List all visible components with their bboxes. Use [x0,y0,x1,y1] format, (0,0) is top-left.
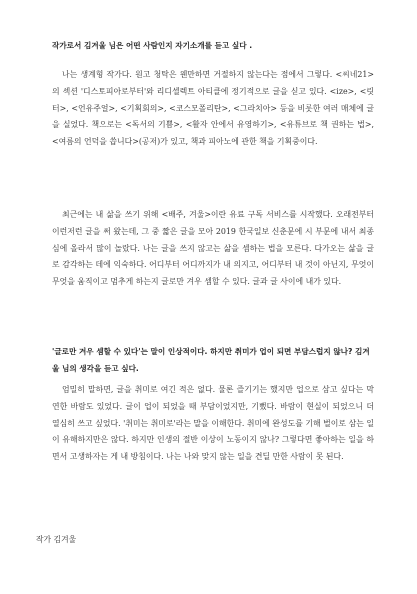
question-1: 작가로서 김겨울 님은 어떤 사람인지 자기소개를 듣고 싶다 . [52,41,253,50]
answer-2-paragraph-1: 엄밀히 말하면, 글을 취미로 여긴 적은 없다. 물론 즐기기는 했지만 업으로 삼고 싶다는 막연한 바람도 있었다. 글이 업이 되었을 때 부담이었지만, 기뻤다. 바람이 현실이 되었으니 더 열심히 쓰고 싶었다. '취미는 취미로'라는 말을 이해한다. 취미에 완성도를 기해 벌이로 삼는 일이 유해하지만은 않다. 하지만 인생의 절반 이상이 노동이지 않나? 그렇다면 좋아하는 일을 하면서 고생하자는 게 내 방침이다. 나는 나와 맞지 않는 일을 견딜 만한 사람이 못 된다. [52,385,374,462]
answer-1-paragraph-2: 최근에는 내 삶을 쓰기 위해 <배주, 겨울>이란 유료 구독 서비스를 시작했다. 오래전부터 이런저런 글을 써 왔는데, 그 중 짧은 글을 모아 2019 한국일보 신춘문에 시 부문에 내서 최종심에 올라서 많이 놀랐다. 나는 글을 쓰지 않고는 삶을 셈하는 법을 모른다. 다가오는 삶을 글로 감각하는 데에 익숙하다. 어디부터 어디까지가 내 의지고, 어디부터 내 것이 아닌지, 무엇이 무엇을 움직이고 멈추게 하는지 글로만 겨우 셈할 수 있다. 글과 글 사이에 내가 있다. [52,210,374,287]
question-2: '글로만 겨우 셈할 수 있다'는 말이 인상적이다. 하지만 취미가 업이 되면 부담스럽지 않나? 김겨울 님의 생각을 듣고 싶다. [52,347,370,373]
author-signature: 작가 김겨울 [36,535,77,544]
answer-1-paragraph-1: 나는 생계형 작가다. 원고 청탁은 웬만하면 거절하지 않는다는 점에서 그렇다. <씨네21>의 섹션 '디스토피아로부터'와 리디셀렉트 아티클에 정기적으로 글을 싣고 있다. <ize>, <릿터>, <언유주얼>, <기획회의>, <코스모폴리탄>, <그라치아> 등을 비롯한 여러 매체에 글을 실었다. 책으로는 <독서의 기쁨>, <활자 안에서 유영하기>, <유튜브로 책 권하는 법>, <여름의 언덕을 씁니다>(공저)가 있고, 책과 피아노에 관한 책을 기획중이다. [52,70,374,147]
